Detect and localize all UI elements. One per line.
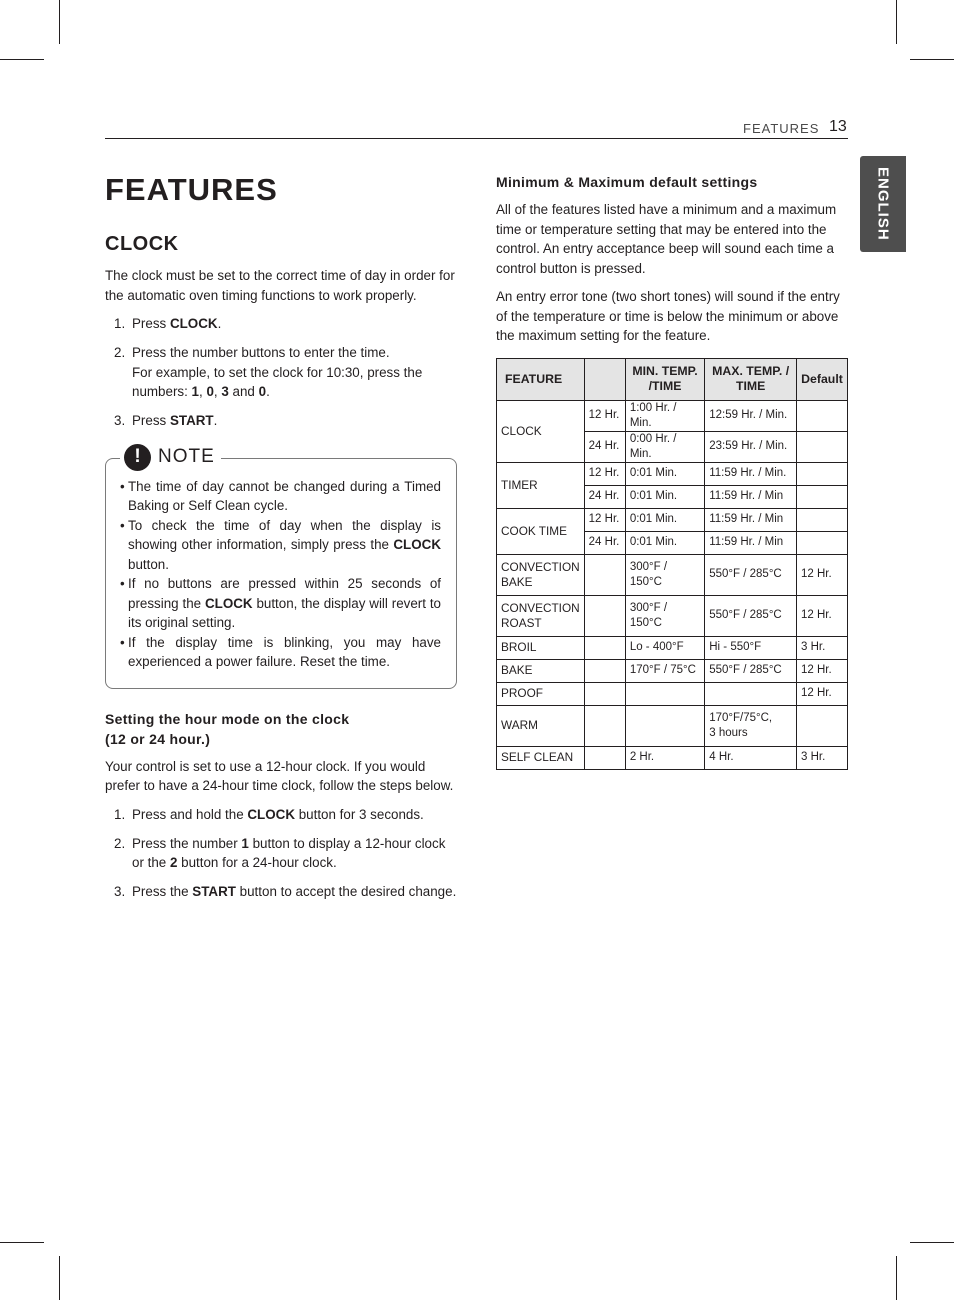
table-cell — [797, 400, 848, 431]
table-row — [497, 682, 848, 705]
crop-mark — [59, 1256, 60, 1300]
page-number: 13 — [829, 118, 847, 135]
left-column — [105, 172, 457, 911]
crop-mark — [910, 59, 954, 60]
hour-mode-intro: Your control is set to use a 12-hour clock. If you would prefer to have a 24-hour time clock, follow the steps below. — [105, 758, 454, 793]
note-title: NOTE — [158, 446, 215, 467]
table-cell: 12 Hr. — [797, 554, 848, 595]
table-cell: 24 Hr. — [584, 431, 625, 462]
column-header: MAX. TEMP. / TIME — [705, 358, 797, 400]
table-cell: 12 Hr. — [797, 682, 848, 705]
crop-mark — [896, 0, 897, 44]
table-row — [497, 746, 848, 769]
table-cell: 170°F/75°C, 3 hours — [705, 705, 797, 746]
hour-mode-heading: Setting the hour mode on the clock (12 or 24 hour.) — [105, 710, 350, 747]
table-row — [497, 400, 848, 431]
table-row — [497, 636, 848, 659]
table-header-row — [497, 358, 848, 400]
table-cell: 11:59 Hr. / Min — [705, 531, 797, 554]
table-cell: 550°F / 285°C — [705, 659, 797, 682]
table-cell: 0:01 Min. — [625, 531, 704, 554]
table-cell — [584, 682, 625, 705]
table-cell: 300°F / 150°C — [625, 595, 704, 636]
table-cell: Lo - 400°F — [625, 636, 704, 659]
table-cell — [584, 705, 625, 746]
clock-intro: The clock must be set to the correct time of day in order for the automatic oven timing functions to work properly. — [105, 268, 455, 303]
feature-cell: CONVECTION ROAST — [497, 595, 585, 636]
list-item: • If no buttons are pressed within 25 seconds of pressing the CLOCK button, the display will revert to its original setting. — [122, 574, 441, 633]
table-cell: 3 Hr. — [797, 636, 848, 659]
table-cell — [797, 431, 848, 462]
column-header: FEATURE — [497, 358, 585, 400]
table-row — [497, 554, 848, 595]
feature-cell: WARM — [497, 705, 585, 746]
note-header — [120, 444, 221, 471]
table-cell — [584, 554, 625, 595]
feature-cell: COOK TIME — [497, 508, 585, 554]
table-cell — [705, 682, 797, 705]
list-item: • To check the time of day when the display is showing other information, simply press the CLOCK button. — [122, 516, 441, 575]
table-cell — [625, 705, 704, 746]
table-cell: 11:59 Hr. / Min — [705, 508, 797, 531]
list-item: 3. Press the START button to accept the desired change. — [114, 884, 457, 899]
feature-cell: BAKE — [497, 659, 585, 682]
column-header: Default — [797, 358, 848, 400]
list-item: 3. Press START. — [114, 413, 218, 428]
table-cell: 2 Hr. — [625, 746, 704, 769]
feature-cell: SELF CLEAN — [497, 746, 585, 769]
table-cell: 300°F / 150°C — [625, 554, 704, 595]
table-cell: 24 Hr. — [584, 485, 625, 508]
table-cell — [797, 531, 848, 554]
table-cell: 0:00 Hr. / Min. — [625, 431, 704, 462]
defaults-paragraph-1: All of the features listed have a minimum and a maximum time or temperature setting that may be entered into the control. An entry acceptance beep will sound each time a control button is pressed. — [496, 202, 837, 276]
table-cell — [625, 682, 704, 705]
feature-cell: CONVECTION BAKE — [497, 554, 585, 595]
table-cell — [584, 595, 625, 636]
table-cell — [797, 485, 848, 508]
column-header: MIN. TEMP. /TIME — [625, 358, 704, 400]
table-cell: 0:01 Min. — [625, 485, 704, 508]
page-title: FEATURES — [105, 172, 278, 207]
feature-cell: TIMER — [497, 462, 585, 508]
list-item: • If the display time is blinking, you may have experienced a power failure. Reset the time. — [122, 633, 441, 672]
crop-mark — [0, 1242, 44, 1243]
table-cell: 12 Hr. — [584, 508, 625, 531]
table-row — [497, 462, 848, 485]
header-rule — [105, 138, 848, 139]
table-cell: 170°F / 75°C — [625, 659, 704, 682]
table-cell: 12 Hr. — [797, 595, 848, 636]
note-box — [105, 446, 457, 689]
language-tab-label: ENGLISH — [874, 167, 892, 241]
table-cell: 550°F / 285°C — [705, 595, 797, 636]
defaults-paragraph-2: An entry error tone (two short tones) will sound if the entry of the temperature or time is below the minimum or above the maximum setting for the feature. — [496, 289, 840, 343]
list-item: • The time of day cannot be changed during a Timed Baking or Self Clean cycle. — [122, 477, 441, 516]
list-item: 1. Press CLOCK. — [114, 316, 222, 331]
settings-table — [496, 358, 848, 770]
table-cell — [584, 659, 625, 682]
table-row — [497, 595, 848, 636]
feature-cell: PROOF — [497, 682, 585, 705]
table-cell: 4 Hr. — [705, 746, 797, 769]
table-row — [497, 705, 848, 746]
crop-mark — [896, 1256, 897, 1300]
header-section-label: FEATURES — [743, 121, 820, 136]
hour-mode-steps — [105, 805, 457, 902]
column-header — [584, 358, 625, 400]
clock-steps — [105, 314, 457, 431]
table-cell: 0:01 Min. — [625, 508, 704, 531]
crop-mark — [59, 0, 60, 44]
table-cell: 23:59 Hr. / Min. — [705, 431, 797, 462]
clock-heading: CLOCK — [105, 233, 179, 255]
table-row — [497, 659, 848, 682]
right-column — [496, 172, 848, 770]
table-cell: 24 Hr. — [584, 531, 625, 554]
table-cell — [584, 636, 625, 659]
table-cell: 12 Hr. — [584, 400, 625, 431]
table-cell: 0:01 Min. — [625, 462, 704, 485]
feature-cell: CLOCK — [497, 400, 585, 462]
defaults-heading: Minimum & Maximum default settings — [496, 174, 758, 190]
feature-cell: BROIL — [497, 636, 585, 659]
table-cell: Hi - 550°F — [705, 636, 797, 659]
crop-mark — [910, 1242, 954, 1243]
list-item: 2. Press the number buttons to enter the time. For example, to set the clock for 10:30, press the numbers: 1, 0, 3 and 0. — [114, 345, 423, 399]
table-cell: 11:59 Hr. / Min — [705, 485, 797, 508]
table-cell: 1:00 Hr. / Min. — [625, 400, 704, 431]
table-cell: 12:59 Hr. / Min. — [705, 400, 797, 431]
language-tab — [860, 156, 906, 252]
table-cell: 550°F / 285°C — [705, 554, 797, 595]
crop-mark — [0, 59, 44, 60]
table-cell — [797, 705, 848, 746]
table-cell — [584, 746, 625, 769]
table-cell: 12 Hr. — [584, 462, 625, 485]
list-item: 2. Press the number 1 button to display a 12-hour clock or the 2 button for a 24-hour clock. — [114, 835, 446, 870]
exclamation-icon: ! — [124, 444, 151, 471]
note-list — [122, 477, 441, 672]
table-cell: 12 Hr. — [797, 659, 848, 682]
table-cell — [797, 462, 848, 485]
list-item: 1. Press and hold the CLOCK button for 3 seconds. — [114, 806, 424, 822]
table-row — [497, 508, 848, 531]
table-cell: 11:59 Hr. / Min. — [705, 462, 797, 485]
table-cell — [797, 508, 848, 531]
table-cell: 3 Hr. — [797, 746, 848, 769]
